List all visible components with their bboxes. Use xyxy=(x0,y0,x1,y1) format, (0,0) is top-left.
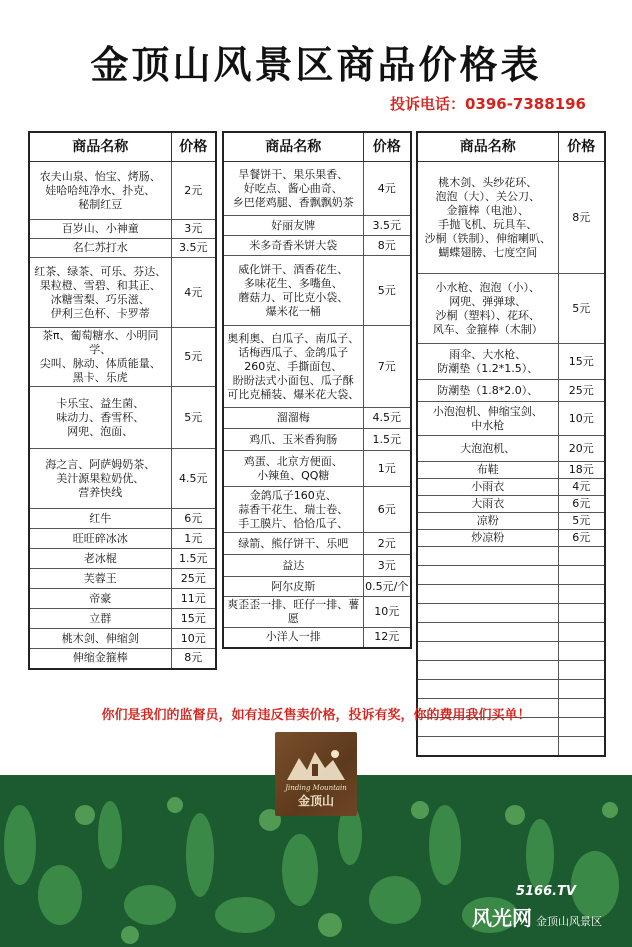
table-row xyxy=(417,530,605,547)
item-price: 6元 xyxy=(558,530,605,547)
item-name: 旱餐饼干、果乐果香、 好吃点、酱心曲奇、 乡巴佬鸡腿、香飘飘奶茶 xyxy=(223,162,363,216)
item-name: 大雨衣 xyxy=(417,496,558,513)
item-name: 雨伞、大水枪、 防潮垫（1.2*1.5）、 xyxy=(417,344,558,380)
item-price: 2元 xyxy=(171,162,216,220)
item-name xyxy=(417,604,558,623)
table-row xyxy=(29,589,216,609)
item-name: 芙蓉王 xyxy=(29,569,171,589)
item-name xyxy=(417,566,558,585)
item-name: 旺旺碎冰冰 xyxy=(29,529,171,549)
table-row xyxy=(29,239,216,258)
item-price: 12元 xyxy=(363,628,411,648)
item-price: 5元 xyxy=(363,256,411,326)
logo-script: Jinding Mountain xyxy=(285,784,347,792)
item-name xyxy=(417,680,558,699)
item-price xyxy=(558,566,605,585)
item-price: 6元 xyxy=(558,496,605,513)
table-row xyxy=(417,547,605,566)
item-name: 阿尔皮斯 xyxy=(223,577,363,597)
item-price: 10元 xyxy=(363,597,411,628)
item-name: 炒凉粉 xyxy=(417,530,558,547)
item-price: 25元 xyxy=(558,380,605,402)
item-price: 8元 xyxy=(558,162,605,274)
item-price xyxy=(558,737,605,756)
table-row xyxy=(29,509,216,529)
item-name: 奥利奥、白瓜子、南瓜子、 话梅西瓜子、金鸽瓜子 260克、手撕面包、 盼盼法式小面包、瓜子酥 可比克桶装、爆米花大袋、 xyxy=(223,326,363,408)
item-name: 桃木剑、伸缩剑 xyxy=(29,629,171,649)
item-price: 6元 xyxy=(171,509,216,529)
table-row xyxy=(417,402,605,436)
item-price: 8元 xyxy=(171,649,216,669)
supervision-notice: 你们是我们的监督员，如有违反售卖价格，投诉有奖，你的费用我们买单！ xyxy=(101,708,531,723)
column-header-name: 商品名称 xyxy=(223,132,363,162)
table-row xyxy=(29,549,216,569)
item-price xyxy=(558,680,605,699)
table-row xyxy=(29,649,216,669)
item-name: 农夫山泉、怡宝、烤肠、 娃哈哈纯净水、扑克、 秘制红豆 xyxy=(29,162,171,220)
item-price: 25元 xyxy=(171,569,216,589)
item-price: 1.5元 xyxy=(363,429,411,451)
item-name: 卡乐宝、益生菌、 味动力、香雪杯、 网兜、泡面、 xyxy=(29,387,171,449)
item-price: 8元 xyxy=(363,236,411,256)
column-header-price: 价格 xyxy=(171,132,216,162)
item-price: 15元 xyxy=(558,344,605,380)
table-row xyxy=(417,513,605,530)
item-name: 凉粉 xyxy=(417,513,558,530)
logo-name: 金顶山 xyxy=(297,794,334,808)
table-row xyxy=(223,326,411,408)
item-name: 帝豪 xyxy=(29,589,171,609)
item-name: 名仁苏打水 xyxy=(29,239,171,258)
item-price: 7元 xyxy=(363,326,411,408)
item-name: 小洋人一排 xyxy=(223,628,363,648)
item-name: 小雨衣 xyxy=(417,479,558,496)
table-row xyxy=(417,566,605,585)
table-row xyxy=(417,479,605,496)
item-name: 威化饼干、酒香花生、 多味花生、多嘴鱼、 蘑菇力、可比克小袋、 爆米花一桶 xyxy=(223,256,363,326)
item-price: 3.5元 xyxy=(171,239,216,258)
table-row xyxy=(223,597,411,628)
item-price: 1元 xyxy=(171,529,216,549)
table-row xyxy=(417,585,605,604)
item-name: 金鸽瓜子160克、 蒜香干花生、瑞士卷、 手工膜片、恰恰瓜子、 xyxy=(223,487,363,533)
column-header-name: 商品名称 xyxy=(29,132,171,162)
column-header-price: 价格 xyxy=(363,132,411,162)
table-row xyxy=(417,162,605,274)
table-row xyxy=(223,408,411,429)
table-row xyxy=(417,380,605,402)
table-row xyxy=(29,629,216,649)
item-name: 立群 xyxy=(29,609,171,629)
table-row xyxy=(29,529,216,549)
item-price xyxy=(558,661,605,680)
table-row xyxy=(417,623,605,642)
table-row xyxy=(223,628,411,648)
item-name: 防潮垫（1.8*2.0）、 xyxy=(417,380,558,402)
item-price xyxy=(558,642,605,661)
watermark-sub: 金顶山风景区 xyxy=(536,915,602,928)
table-row xyxy=(223,577,411,597)
item-price: 4.5元 xyxy=(363,408,411,429)
item-name: 伸缩金箍棒 xyxy=(29,649,171,669)
item-name: 爽歪歪一排、旺仔一排、薯愿 xyxy=(223,597,363,628)
table-row xyxy=(417,737,605,756)
table-row xyxy=(223,429,411,451)
item-price: 18元 xyxy=(558,462,605,479)
table-row xyxy=(29,328,216,387)
item-name xyxy=(417,642,558,661)
item-name: 益达 xyxy=(223,555,363,577)
table-row xyxy=(29,387,216,449)
watermark-name: 风光网 xyxy=(472,906,532,930)
item-price: 6元 xyxy=(363,487,411,533)
item-price: 11元 xyxy=(171,589,216,609)
item-name: 红茶、绿茶、可乐、芬达、 果粒橙、雪碧、和其正、 冰糖雪梨、巧乐滋、 伊利三色杯、卡罗蒂 xyxy=(29,258,171,328)
item-name: 小水枪、泡泡（小）、 网兜、弹弹球、 沙桐（塑料）、花环、 风车、金箍棒（木制） xyxy=(417,274,558,344)
item-price xyxy=(558,585,605,604)
item-name: 老冰棍 xyxy=(29,549,171,569)
item-name: 小泡泡机、伸缩宝剑、 中水枪 xyxy=(417,402,558,436)
item-price: 4元 xyxy=(171,258,216,328)
item-name: 布鞋 xyxy=(417,462,558,479)
table-row xyxy=(417,604,605,623)
item-name: 鸡爪、玉米香狗肠 xyxy=(223,429,363,451)
item-price: 1.5元 xyxy=(171,549,216,569)
table-row xyxy=(223,487,411,533)
price-table-right xyxy=(416,131,606,757)
table-row xyxy=(223,216,411,236)
table-row xyxy=(29,449,216,509)
item-price: 5元 xyxy=(171,328,216,387)
price-table-middle xyxy=(222,131,412,649)
table-row xyxy=(417,436,605,462)
table-row xyxy=(29,220,216,239)
table-row xyxy=(223,451,411,487)
item-price: 10元 xyxy=(558,402,605,436)
table-row xyxy=(29,569,216,589)
item-name: 海之言、阿萨姆奶茶、 美汁源果粒奶优、 营养快线 xyxy=(29,449,171,509)
item-name: 红牛 xyxy=(29,509,171,529)
table-row xyxy=(223,256,411,326)
table-row xyxy=(223,533,411,555)
table-row xyxy=(29,609,216,629)
table-row xyxy=(223,162,411,216)
item-name xyxy=(417,661,558,680)
table-row xyxy=(223,236,411,256)
item-price: 4元 xyxy=(558,479,605,496)
item-name: 溜溜梅 xyxy=(223,408,363,429)
item-name: 鸡蛋、北京方便面、 小辣鱼、QQ糖 xyxy=(223,451,363,487)
item-name: 好丽友牌 xyxy=(223,216,363,236)
item-price: 3.5元 xyxy=(363,216,411,236)
table-row xyxy=(417,274,605,344)
item-price: 5元 xyxy=(558,274,605,344)
item-price: 2元 xyxy=(363,533,411,555)
item-price: 3元 xyxy=(363,555,411,577)
item-name: 百岁山、小神童 xyxy=(29,220,171,239)
item-price: 15元 xyxy=(171,609,216,629)
item-name: 米多奇香米饼大袋 xyxy=(223,236,363,256)
watermark xyxy=(472,902,602,931)
table-row xyxy=(417,661,605,680)
item-price: 1元 xyxy=(363,451,411,487)
watermark-site: 5166.TV xyxy=(515,884,576,899)
item-name: 大泡泡机、 xyxy=(417,436,558,462)
item-price: 20元 xyxy=(558,436,605,462)
complaint-phone: 投诉电话：0396-7388196 xyxy=(389,95,586,113)
item-name: 绿箭、熊仔饼干、乐吧 xyxy=(223,533,363,555)
jindingshan-logo xyxy=(275,732,357,816)
table-row xyxy=(417,642,605,661)
table-row xyxy=(417,496,605,513)
item-name: 桃木剑、头纱花环、 泡泡（大）、关公刀、 金箍棒（电池）、 手抛飞机、玩具车、 沙桐（铁制）、伸缩喇叭、 蝴蝶翅膀、七度空间 xyxy=(417,162,558,274)
item-price xyxy=(558,547,605,566)
item-price: 10元 xyxy=(171,629,216,649)
item-price xyxy=(558,604,605,623)
item-price: 0.5元/个 xyxy=(363,577,411,597)
item-price: 5元 xyxy=(558,513,605,530)
mountain-scene-icon xyxy=(285,746,347,782)
table-row xyxy=(417,680,605,699)
table-row xyxy=(29,162,216,220)
column-header-price: 价格 xyxy=(558,132,605,162)
item-name xyxy=(417,737,558,756)
page-title: 金顶山风景区商品价格表 xyxy=(90,43,542,87)
column-header-name: 商品名称 xyxy=(417,132,558,162)
table-row xyxy=(29,258,216,328)
table-row xyxy=(417,344,605,380)
item-price: 3元 xyxy=(171,220,216,239)
table-row xyxy=(417,462,605,479)
item-price: 4元 xyxy=(363,162,411,216)
price-table-left xyxy=(28,131,217,670)
table-row xyxy=(223,555,411,577)
item-price: 5元 xyxy=(171,387,216,449)
item-name: 茶π、葡萄糖水、小明同学、 尖叫、脉动、体质能量、 黑卡、乐虎 xyxy=(29,328,171,387)
item-name xyxy=(417,547,558,566)
item-price: 4.5元 xyxy=(171,449,216,509)
item-name xyxy=(417,623,558,642)
item-price xyxy=(558,623,605,642)
item-name xyxy=(417,585,558,604)
